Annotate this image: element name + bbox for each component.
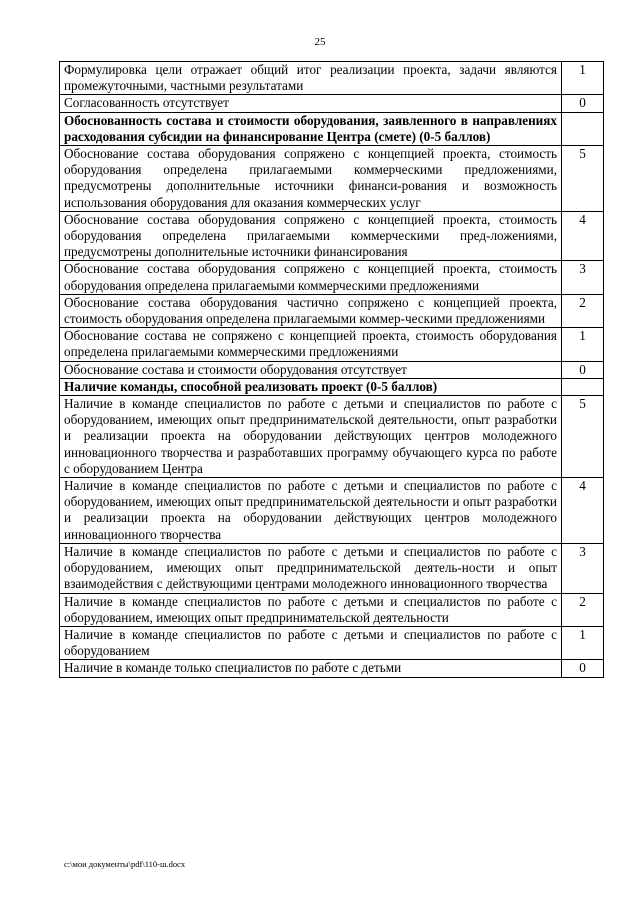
criterion-description: Наличие в команде специалистов по работе с детьми и специалистов по работе с оборудованием, имеющих опыт предпринимательской деятельности [60, 593, 562, 626]
criterion-score: 5 [562, 396, 604, 478]
section-header-row [60, 378, 604, 395]
criterion-description: Обоснование состава оборудования сопряжено с концепцией проекта, стоимость оборудования определена прилагаемыми коммерческими предложениями [60, 261, 562, 294]
table-row [60, 328, 604, 361]
criterion-description: Обоснование состава оборудования частично сопряжено с концепцией проекта, стоимость оборудования определена прилагаемыми коммер-ческими предложениями [60, 294, 562, 327]
criterion-description: Наличие в команде только специалистов по работе с детьми [60, 660, 562, 677]
table-row [60, 95, 604, 112]
criteria-table [59, 61, 604, 678]
criterion-description: Обоснование состава не сопряжено с концепцией проекта, стоимость оборудования определена прилагаемыми коммерческими предложениями [60, 328, 562, 361]
criteria-table-body [60, 62, 604, 678]
table-row [60, 478, 604, 544]
footer-file-path: c:\мои документы\pdf\110-ш.docx [64, 859, 186, 869]
criterion-score: 2 [562, 593, 604, 626]
criterion-score: 3 [562, 543, 604, 593]
table-row [60, 261, 604, 294]
criterion-description: Наличие в команде специалистов по работе с детьми и специалистов по работе с оборудованием, имеющих опыт предпринимательской деятельности и опыт разработки и реализации проекта на оборудовании действующих центров молодежного инновационного творчества [60, 478, 562, 544]
section-score-cell [562, 378, 604, 395]
criterion-description: Наличие в команде специалистов по работе с детьми и специалистов по работе с оборудованием, имеющих опыт предпринимательской деятельности, опыт разработки и реализации проекта на оборудовании действующих центров молодежного инновационного творчества и разработавших программу обучающего курса по работе с оборудованием Центра [60, 396, 562, 478]
criterion-score: 0 [562, 660, 604, 677]
criterion-description: Наличие в команде специалистов по работе с детьми и специалистов по работе с оборудованием, имеющих опыт предпринимательской деятель-ности и опыт взаимодействия с действующими центрами молодежного инновационного творчества [60, 543, 562, 593]
table-row [60, 593, 604, 626]
section-title: Наличие команды, способной реализовать проект (0-5 баллов) [60, 378, 562, 395]
table-row [60, 361, 604, 378]
table-row [60, 660, 604, 677]
criterion-score: 1 [562, 626, 604, 659]
criterion-score: 1 [562, 62, 604, 95]
criterion-description: Согласованность отсутствует [60, 95, 562, 112]
criterion-score: 4 [562, 211, 604, 261]
table-row [60, 211, 604, 261]
table-row [60, 626, 604, 659]
criterion-score: 5 [562, 146, 604, 212]
criterion-score: 2 [562, 294, 604, 327]
table-row [60, 146, 604, 212]
page-number: 25 [314, 36, 326, 48]
criterion-description: Формулировка цели отражает общий итог реализации проекта, задачи являются промежуточными, частными результатами [60, 62, 562, 95]
criterion-description: Наличие в команде специалистов по работе с детьми и специалистов по работе с оборудованием [60, 626, 562, 659]
criterion-score: 0 [562, 361, 604, 378]
section-header-row [60, 112, 604, 145]
criterion-score: 0 [562, 95, 604, 112]
criterion-score: 3 [562, 261, 604, 294]
section-title: Обоснованность состава и стоимости оборудования, заявленного в направлениях расходования субсидии на финансирование Центра (смете) (0-5 баллов) [60, 112, 562, 145]
criterion-score: 4 [562, 478, 604, 544]
section-score-cell [562, 112, 604, 145]
criterion-description: Обоснование состава оборудования сопряжено с концепцией проекта, стоимость оборудования определена прилагаемыми коммерческими предложениями, предусмотрены дополнительные источники финанси-рования и возможность использования оборудования для оказания коммерческих услуг [60, 146, 562, 212]
criterion-description: Обоснование состава оборудования сопряжено с концепцией проекта, стоимость оборудования определена прилагаемыми коммерческими пред-ложениями, предусмотрены дополнительные источники финансирования [60, 211, 562, 261]
table-row [60, 294, 604, 327]
table-row [60, 62, 604, 95]
table-row [60, 543, 604, 593]
criterion-description: Обоснование состава и стоимости оборудования отсутствует [60, 361, 562, 378]
table-row [60, 396, 604, 478]
criterion-score: 1 [562, 328, 604, 361]
